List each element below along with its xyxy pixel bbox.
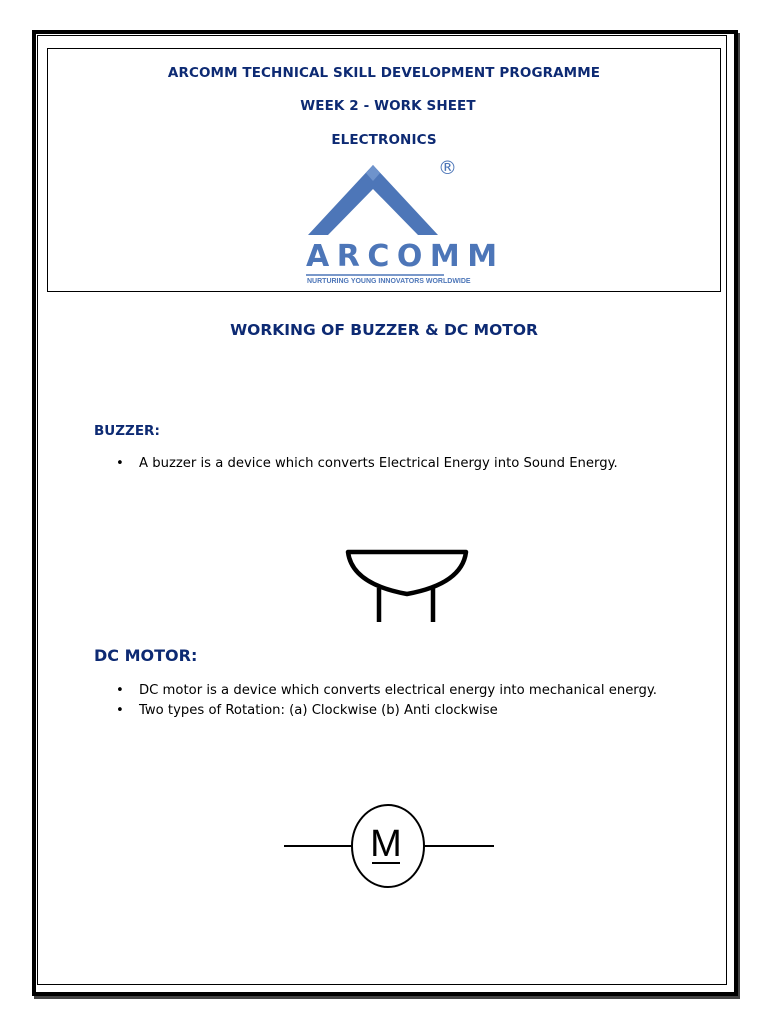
registered-mark: ® <box>438 157 457 179</box>
worksheet-title: WORKING OF BUZZER & DC MOTOR <box>230 321 538 339</box>
buzzer-bullets <box>112 455 652 473</box>
bullet-text: A buzzer is a device which converts Electrical Energy into Sound Energy. <box>139 456 618 471</box>
motor-symbol-icon <box>282 796 496 894</box>
programme-title: ARCOMM TECHNICAL SKILL DEVELOPMENT PROGRAMME <box>167 65 601 81</box>
bullet-dot-icon: • <box>116 703 124 718</box>
logo-tagline: NURTURING YOUNG INNOVATORS WORLDWIDE <box>307 278 471 285</box>
bullet-text: DC motor is a device which converts electrical energy into mechanical energy. <box>139 683 657 698</box>
list-item <box>112 455 652 473</box>
dc-motor-heading: DC MOTOR: <box>94 646 198 665</box>
bullet-dot-icon: • <box>116 683 124 698</box>
bullet-text: Two types of Rotation: (a) Clockwise (b) Anti clockwise <box>139 703 498 718</box>
list-item <box>112 702 692 720</box>
dc-motor-bullets <box>112 682 692 720</box>
week-title: WEEK 2 - WORK SHEET <box>300 98 476 114</box>
bullet-dot-icon: • <box>116 456 124 471</box>
logo-wordmark: ARCOMM <box>306 239 505 274</box>
buzzer-heading: BUZZER: <box>94 423 160 439</box>
subject-title: ELECTRONICS <box>331 132 437 148</box>
header-box <box>47 48 721 292</box>
list-item <box>112 682 692 700</box>
arcomm-logo <box>286 155 505 291</box>
motor-label: M <box>370 823 402 865</box>
buzzer-symbol-icon <box>340 544 470 626</box>
